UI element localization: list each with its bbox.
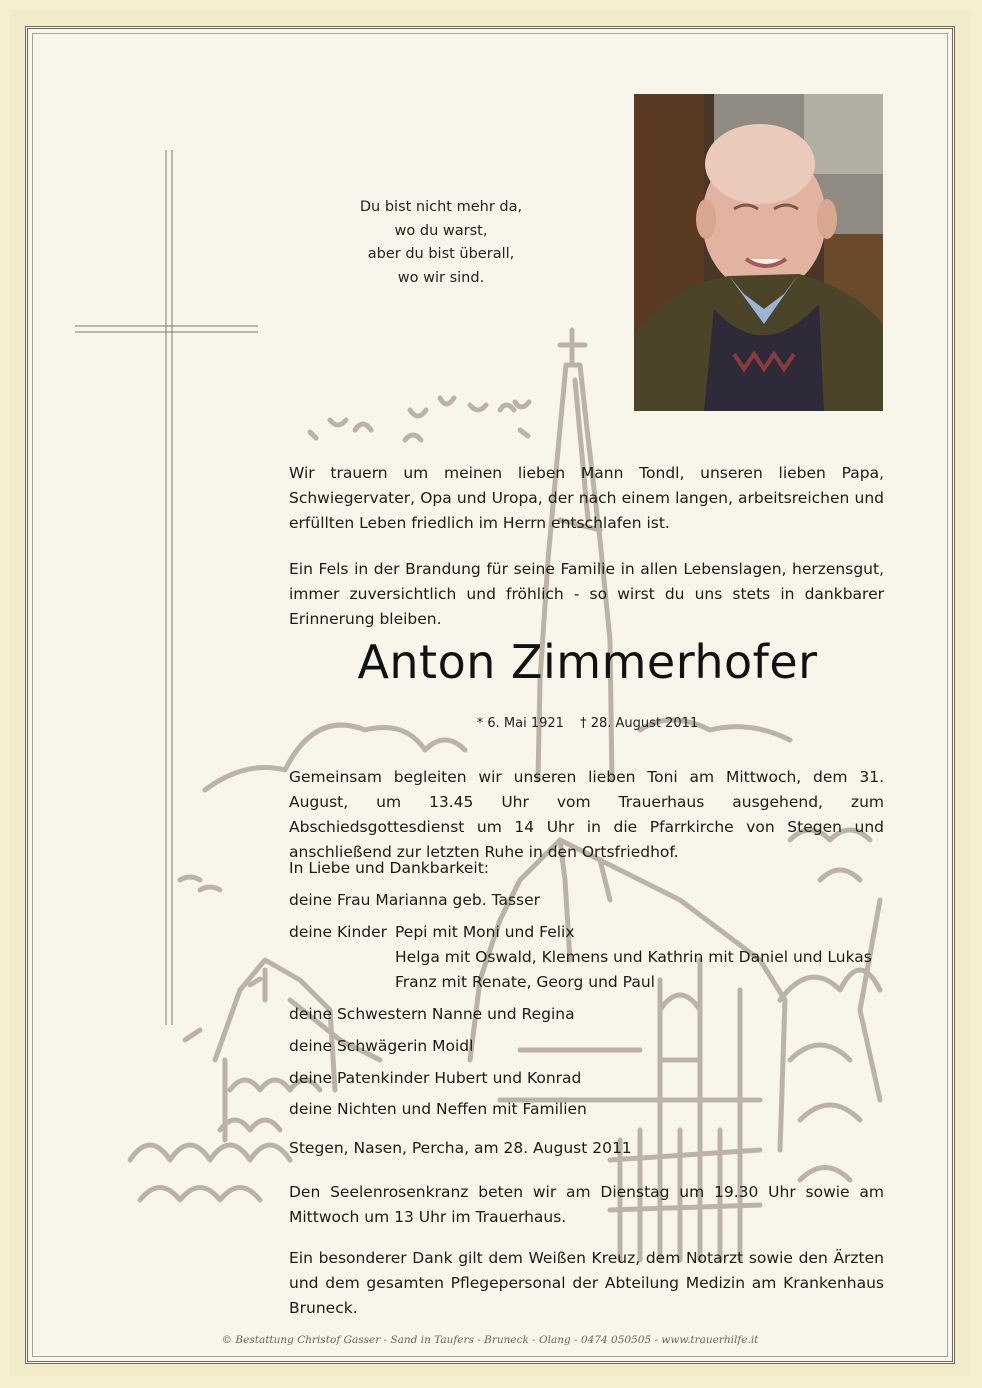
family-sisters: deine Schwestern Nanne und Regina — [289, 1005, 575, 1023]
birth-date: * 6. Mai 1921 — [476, 716, 564, 731]
family-sister-in-law: deine Schwägerin Moidl — [289, 1037, 474, 1055]
verse-line: wo wir sind. — [397, 269, 485, 286]
family-intro: In Liebe und Dankbarkeit: — [289, 859, 490, 877]
list-item: Franz mit Renate, Georg und Paul — [395, 973, 655, 991]
place-date: Stegen, Nasen, Percha, am 28. August 2011 — [289, 1139, 632, 1157]
mourning-paragraph: Wir trauern um meinen lieben Mann Tondl, unseren lieben Papa, Schwiegervater, Opa und Uropa, der nach einem langen, arbeitsreichen und erfüllten Leben friedlich im Herrn entschlafen ist. — [289, 464, 884, 532]
thanks-paragraph: Ein besonderer Dank gilt dem Weißen Kreuz, dem Notarzt sowie den Ärzten und dem gesamten Pflegepersonal der Abteilung Medizin am Krankenhaus Bruneck. — [289, 1249, 884, 1317]
deceased-name: Anton Zimmerhofer — [357, 635, 818, 689]
memorial-verse — [330, 196, 552, 290]
funeral-home-footer: © Bestattung Christof Gasser - Sand in Taufers - Bruneck - Olang - 0474 050505 - www.trauerhilfe.it — [221, 1334, 759, 1346]
list-item: Helga mit Oswald, Klemens und Kathrin mit Daniel und Lukas — [395, 948, 872, 966]
verse-line: Du bist nicht mehr da, — [359, 199, 523, 215]
verse-line: wo du warst, — [394, 222, 488, 239]
tribute-paragraph: Ein Fels in der Brandung für seine Familie in allen Lebenslagen, herzensgut, immer zuversichtlich und fröhlich - so wirst du uns stets in dankbarer Erinnerung bleiben. — [289, 560, 884, 628]
death-date: † 28. August 2011 — [580, 716, 699, 731]
portrait-photo — [634, 94, 883, 411]
portrait-drawing — [634, 94, 883, 411]
kids-list — [395, 920, 872, 995]
life-dates — [290, 716, 885, 731]
list-item: Pepi mit Moni und Felix — [395, 923, 575, 941]
family-godchildren: deine Patenkinder Hubert und Konrad — [289, 1069, 582, 1087]
funeral-details: Gemeinsam begleiten wir unseren lieben Toni am Mittwoch, dem 31. August, um 13.45 Uhr vom Trauerhaus ausgehend, zum Abschiedsgottesdienst um 14 Uhr in die Pfarrkirche von Stegen und anschließend zur letzten Ruhe in den Ortsfriedhof. — [289, 768, 884, 861]
verse-line: aber du bist überall, — [367, 246, 515, 262]
family-wife: deine Frau Marianna geb. Tasser — [289, 891, 541, 909]
rosary-notice: Den Seelenrosenkranz beten wir am Dienstag um 19.30 Uhr sowie am Mittwoch um 13 Uhr im Trauerhaus. — [289, 1183, 884, 1226]
kids-label: deine Kinder — [289, 923, 388, 941]
family-nieces: deine Nichten und Neffen mit Familien — [289, 1100, 587, 1118]
